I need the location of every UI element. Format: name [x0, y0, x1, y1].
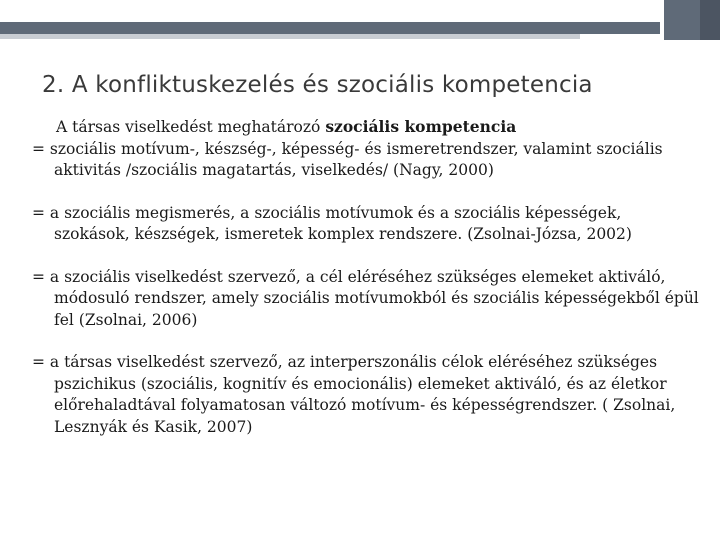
header-dark-stripe [0, 22, 660, 34]
header-light-stripe [0, 34, 580, 39]
slide-title: 2. A konfliktuskezelés és szociális kompetencia [42, 72, 593, 98]
intro-line [56, 116, 700, 139]
slide-body [32, 116, 700, 438]
slide-header-band [0, 0, 720, 40]
definition-zsolnai-jozsa: = a szociális megismerés, a szociális motívumok és a szociális képességek, szokások, készségek, ismeretek komplex rendszere. (Zsolnai-Józsa, 2002) [32, 203, 632, 243]
intro-text: A társas viselkedést meghatározó [56, 118, 326, 136]
definition-zsolnai-2006: = a szociális viselkedést szervező, a cél eléréséhez szükséges elemeket aktiváló, módosuló rendszer, amely szociális motívumokból és szociális képességekből épül fel (Zsolnai, 2006) [32, 267, 699, 329]
header-corner-accent [700, 0, 720, 40]
definition-nagy: = szociális motívum-, készség-, képesség- és ismeretrendszer, valamint szociális aktivitás /szociális magatartás, viselkedés/ (Nagy, 2000) [32, 139, 663, 179]
definition-zsolnai-2007: = a társas viselkedést szervező, az interperszonális célok eléréséhez szükséges pszichikus (szociális, kognitív és emocionális) elemeket aktiváló, és az életkor előrehaladtával folyamatosan változó motívum- és képességrendszer. ( Zsolnai, Lesznyák és Kasik, 2007) [32, 353, 676, 436]
intro-bold-term: szociális kompetencia [325, 117, 517, 136]
